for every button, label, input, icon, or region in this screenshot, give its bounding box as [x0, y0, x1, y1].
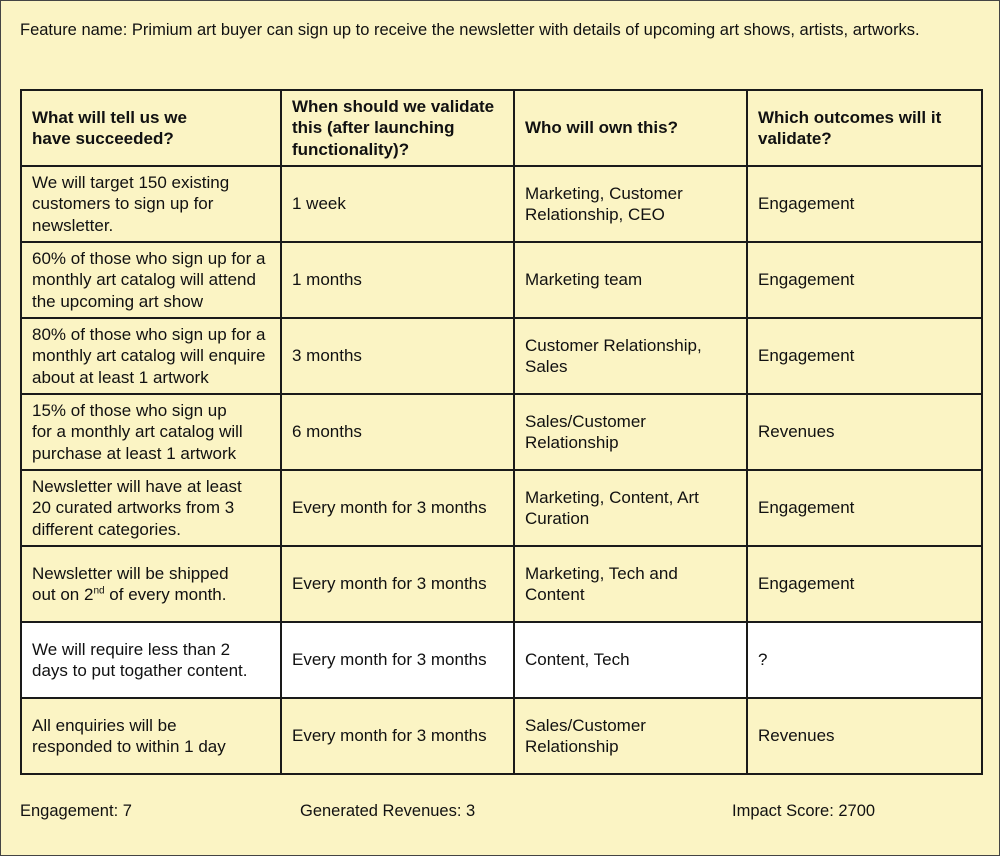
cell-success: 80% of those who sign up for a monthly art catalog will enquire about at least 1 artwork: [21, 318, 281, 394]
cell-when: Every month for 3 months: [281, 622, 514, 698]
cell-success: Newsletter will be shipped out on 2nd of every month.: [21, 546, 281, 622]
table-row: [21, 318, 982, 394]
cell-success: All enquiries will be responded to within 1 day: [21, 698, 281, 774]
cell-owner: Content, Tech: [514, 622, 747, 698]
cell-when: 1 week: [281, 166, 514, 242]
cell-outcome: Engagement: [747, 166, 982, 242]
cell-owner: Marketing, Content, Art Curation: [514, 470, 747, 546]
cell-when: Every month for 3 months: [281, 546, 514, 622]
cell-success: 15% of those who sign up for a monthly art catalog will purchase at least 1 artwork: [21, 394, 281, 470]
feature-line: [20, 21, 920, 40]
header-success: What will tell us we have succeeded?: [21, 90, 281, 166]
feature-label: Feature name:: [20, 21, 128, 39]
cell-when: Every month for 3 months: [281, 470, 514, 546]
feature-name: Primium art buyer can sign up to receive the newsletter with details of upcoming art shows, artists, artworks.: [131, 21, 920, 39]
table-row: [21, 394, 982, 470]
table-header-row: [21, 90, 982, 166]
header-when: When should we validate this (after launching functionality)?: [281, 90, 514, 166]
cell-owner: Marketing, Tech and Content: [514, 546, 747, 622]
cell-owner: Customer Relationship, Sales: [514, 318, 747, 394]
cell-outcome: Revenues: [747, 698, 982, 774]
ordinal-suffix: nd: [93, 585, 105, 597]
cell-owner: Marketing, Customer Relationship, CEO: [514, 166, 747, 242]
cell-outcome: Engagement: [747, 546, 982, 622]
cell-outcome: Engagement: [747, 318, 982, 394]
header-owner: Who will own this?: [514, 90, 747, 166]
table-row: [21, 166, 982, 242]
engagement-score: Engagement: 7: [20, 802, 132, 820]
table-row: [21, 470, 982, 546]
header-outcome: Which outcomes will it validate?: [747, 90, 982, 166]
cell-when: 6 months: [281, 394, 514, 470]
cell-when: 3 months: [281, 318, 514, 394]
cell-success: 60% of those who sign up for a monthly art catalog will attend the upcoming art show: [21, 242, 281, 318]
cell-success: We will target 150 existing customers to sign up for newsletter.: [21, 166, 281, 242]
cell-owner: Marketing team: [514, 242, 747, 318]
cell-owner: Sales/Customer Relationship: [514, 394, 747, 470]
cell-outcome: Engagement: [747, 242, 982, 318]
cell-success: We will require less than 2 days to put togather content.: [21, 622, 281, 698]
cell-when: 1 months: [281, 242, 514, 318]
cell-outcome: Revenues: [747, 394, 982, 470]
table-row: [21, 622, 982, 698]
revenues-score: Generated Revenues: 3: [300, 802, 476, 820]
cell-success: Newsletter will have at least 20 curated artworks from 3 different categories.: [21, 470, 281, 546]
cell-when: Every month for 3 months: [281, 698, 514, 774]
validation-metrics-table: [20, 89, 983, 775]
cell-outcome: Engagement: [747, 470, 982, 546]
table-row: [21, 242, 982, 318]
table-row: [21, 698, 982, 774]
table-row: [21, 546, 982, 622]
cell-owner: Sales/Customer Relationship: [514, 698, 747, 774]
impact-score: Impact Score: 2700: [732, 802, 876, 820]
cell-outcome: ?: [747, 622, 982, 698]
